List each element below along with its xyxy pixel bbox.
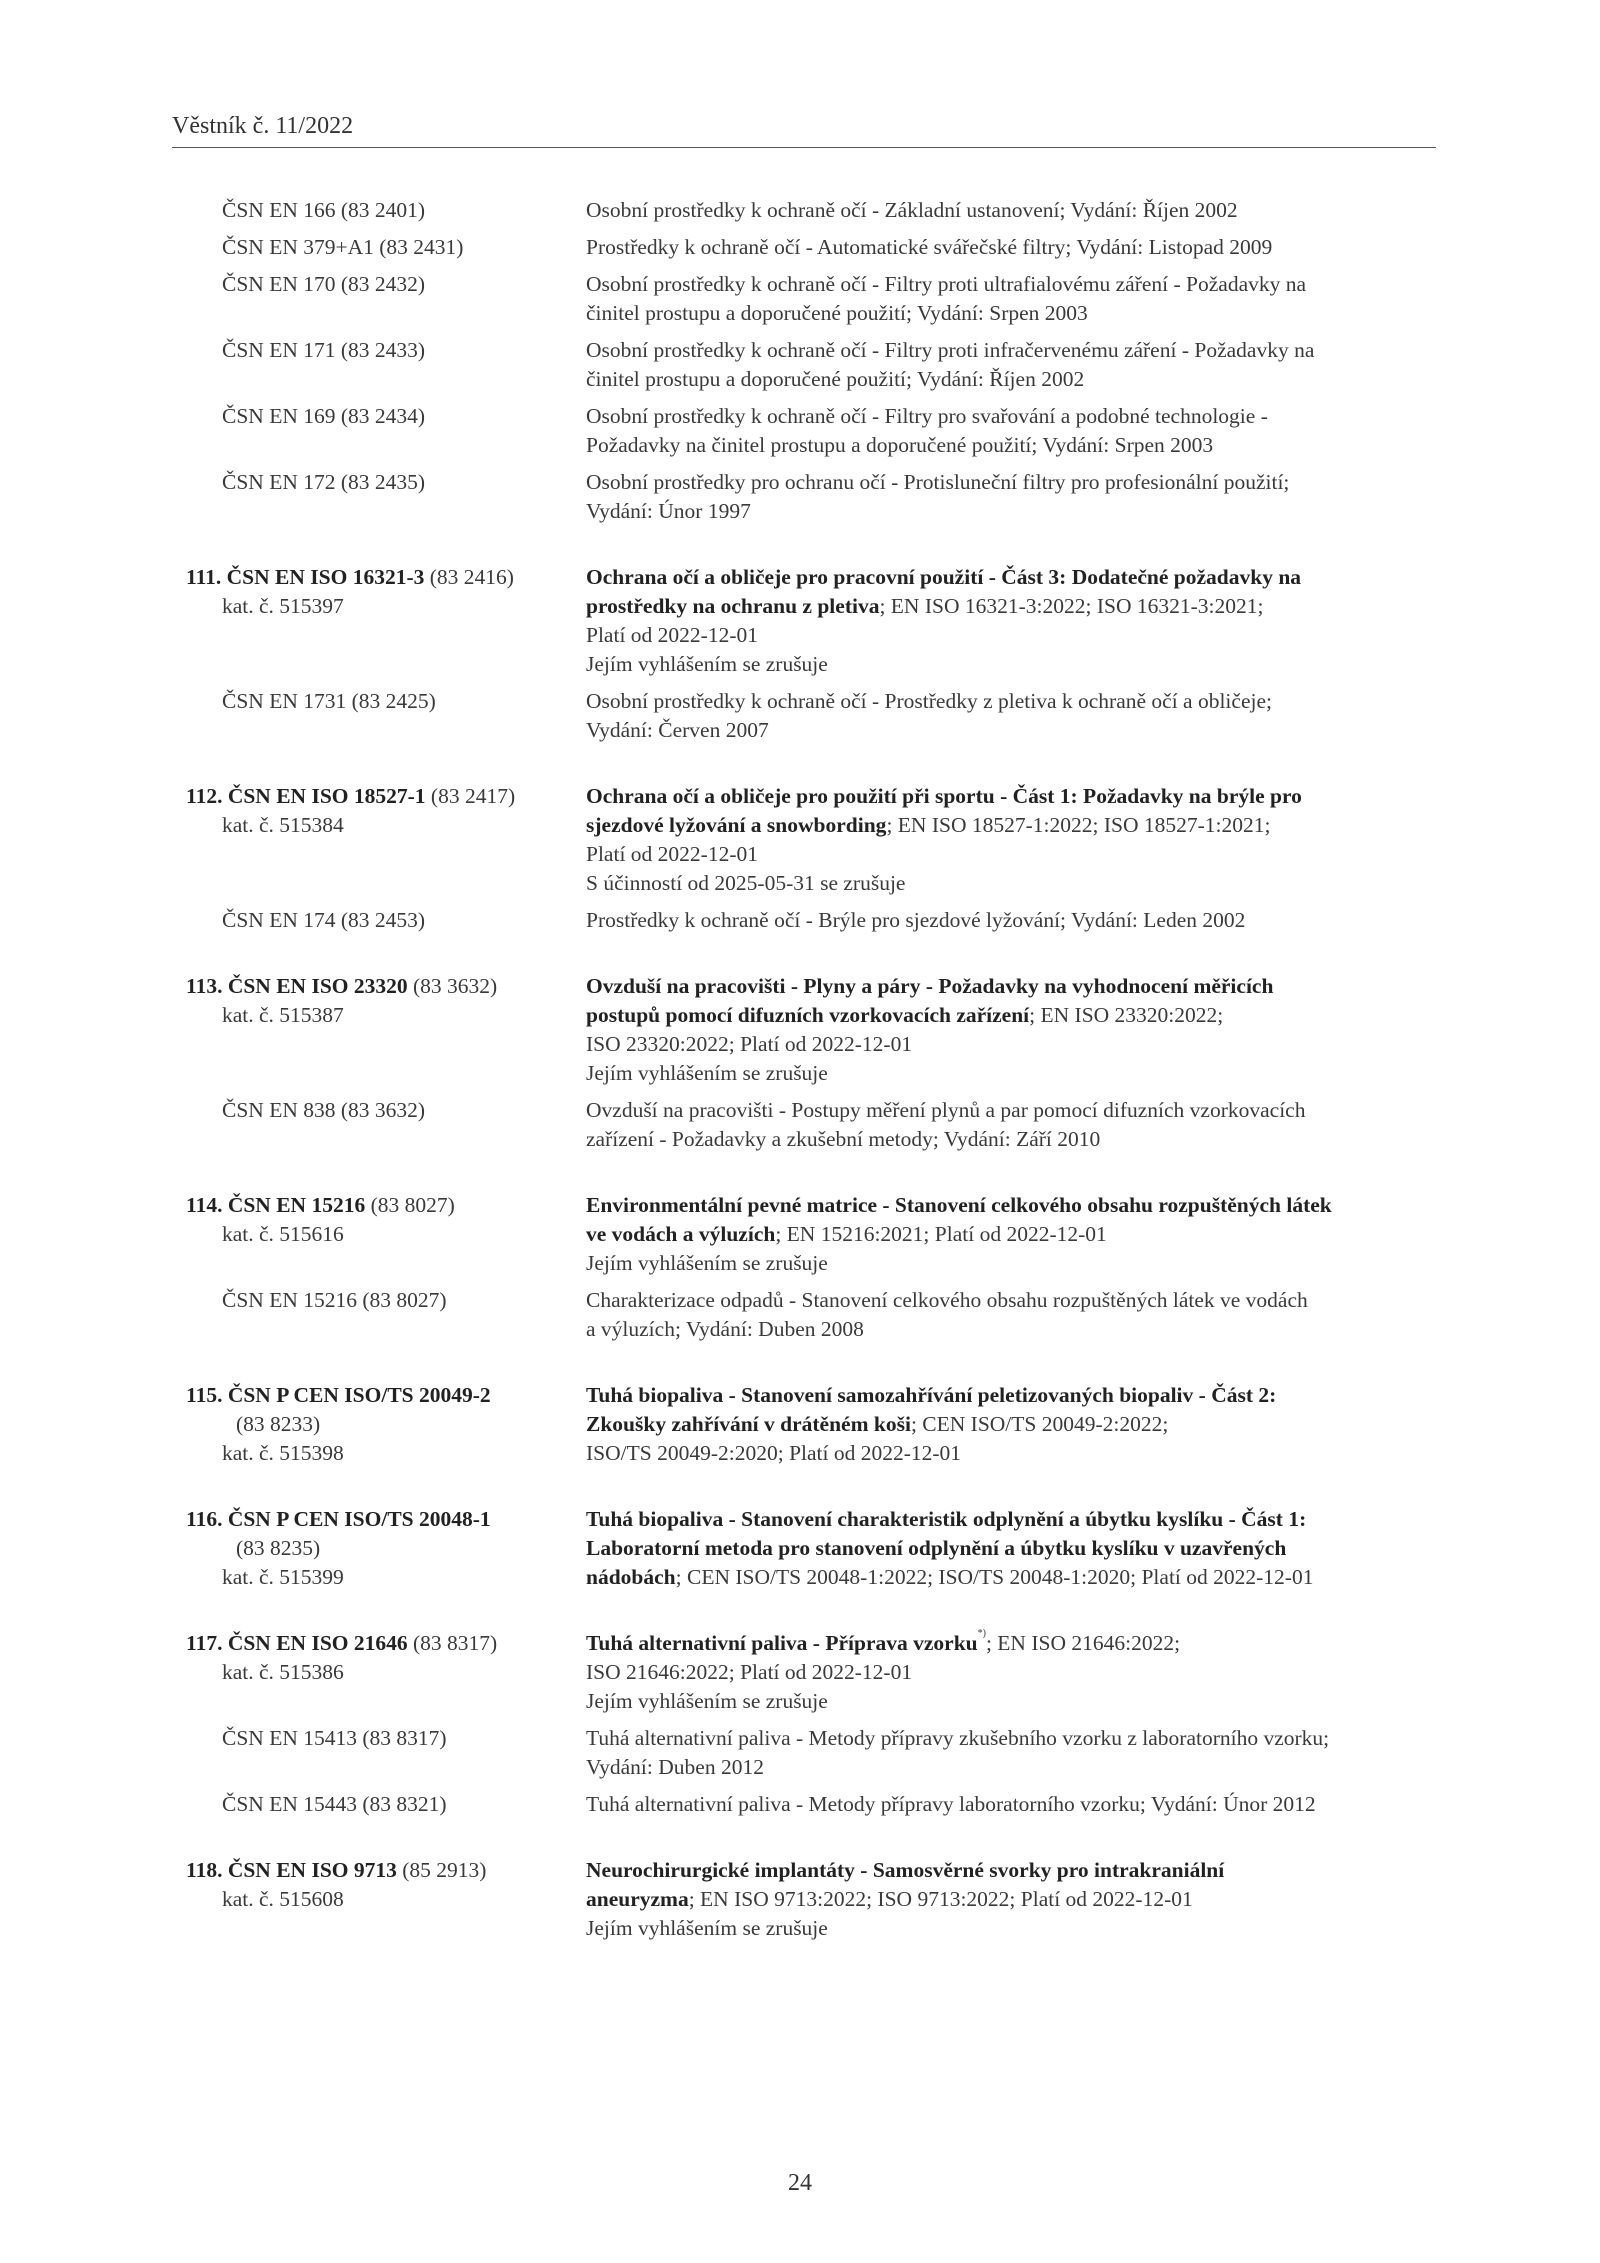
- standard-details: [586, 1629, 1436, 1716]
- standard-note: Platí od 2022-12-01: [586, 842, 758, 866]
- description-line: Osobní prostředky k ochraně očí - Prostředky z pletiva k ochraně očí a obličeje;: [586, 689, 1272, 713]
- replaced-standard-code: ČSN EN 1731 (83 2425): [222, 689, 436, 713]
- standard-title: prostředky na ochranu z pletiva: [586, 594, 880, 618]
- replaced-standard-description: [586, 196, 1436, 225]
- description-line: Osobní prostředky pro ochranu očí - Protisluneční filtry pro profesionální použití;: [586, 470, 1290, 494]
- standard-note: Platí od 2022-12-01: [586, 623, 758, 647]
- bulletin-title: Věstník č. 11/2022: [172, 113, 354, 139]
- standard-entry: [186, 563, 1436, 679]
- standard-title: Tuhá alternativní paliva - Příprava vzorku: [586, 1631, 978, 1655]
- standard-references: ; EN ISO 23320:2022;: [1029, 1003, 1224, 1027]
- catalog-number: kat. č. 515397: [222, 594, 344, 618]
- page-number: 24: [788, 2170, 812, 2196]
- standard-title: aneuryzma: [586, 1887, 689, 1911]
- standard-code: ČSN EN ISO 16321-3: [226, 565, 425, 589]
- entry-spacer: [186, 1476, 1436, 1505]
- replaced-standard-code: ČSN EN 170 (83 2432): [222, 272, 426, 296]
- standard-code: ČSN EN 15216: [227, 1193, 366, 1217]
- replaced-standard-code: ČSN EN 174 (83 2453): [222, 908, 426, 932]
- standard-code-line: [186, 1381, 586, 1410]
- standard-references: ; EN ISO 16321-3:2022; ISO 16321-3:2021;: [879, 594, 1264, 618]
- classification-code: (83 8027): [365, 1193, 455, 1217]
- replaced-standard-description: [586, 270, 1436, 328]
- replaced-standard-row: [186, 906, 1436, 935]
- title-line: [586, 782, 1436, 811]
- standard-code: ČSN EN ISO 21646: [227, 1631, 408, 1655]
- standard-details: [586, 1856, 1436, 1943]
- replaced-standard-row: [186, 1724, 1436, 1782]
- standard-code: ČSN EN ISO 23320: [227, 974, 408, 998]
- title-line: [586, 1856, 1436, 1885]
- title-line: [586, 592, 1436, 621]
- standard-details: [586, 1381, 1436, 1468]
- title-line: [586, 1410, 1436, 1439]
- description-line: činitel prostupu a doporučené použití; Vydání: Říjen 2002: [586, 367, 1085, 391]
- standard-entry: [186, 1856, 1436, 1943]
- standard-code-line: [186, 1856, 586, 1885]
- description-line: Prostředky k ochraně očí - Brýle pro sjezdové lyžování; Vydání: Leden 2002: [586, 908, 1246, 932]
- entry-spacer: [186, 1162, 1436, 1191]
- replaced-standard-description: [586, 687, 1436, 745]
- page-header: [172, 113, 1436, 148]
- entry-spacer: [186, 1352, 1436, 1381]
- standard-note: ISO 23320:2022; Platí od 2022-12-01: [586, 1032, 913, 1056]
- title-line: [586, 1885, 1436, 1914]
- standard-entry: [186, 1629, 1436, 1716]
- classification-code: (83 8235): [236, 1536, 321, 1560]
- description-line: Osobní prostředky k ochraně očí - Filtry proti ultrafialovému záření - Požadavky na: [586, 272, 1307, 296]
- standard-details: [586, 1191, 1436, 1278]
- standard-note: Jejím vyhlášením se zrušuje: [586, 1689, 828, 1713]
- title-line: [586, 1629, 1436, 1658]
- catalog-number: kat. č. 515386: [222, 1660, 344, 1684]
- replaced-standard-code: ČSN EN 166 (83 2401): [222, 198, 426, 222]
- replaced-standard-code: ČSN EN 379+A1 (83 2431): [222, 235, 464, 259]
- entry-number: 111.: [186, 565, 222, 589]
- standard-title: nádobách: [586, 1565, 676, 1589]
- entry-spacer: [186, 753, 1436, 782]
- standard-note: S účinností od 2025-05-31 se zrušuje: [586, 871, 906, 895]
- replaced-standard-row: [186, 270, 1436, 328]
- entry-number: 112.: [186, 784, 223, 808]
- standard-title: Ochrana očí a obličeje pro pracovní použití - Část 3: Dodatečné požadavky na: [586, 565, 1302, 589]
- replaced-standard-code: ČSN EN 172 (83 2435): [222, 470, 426, 494]
- title-line: [586, 1191, 1436, 1220]
- entry-number: 117.: [186, 1631, 223, 1655]
- standard-code: ČSN EN ISO 18527-1: [227, 784, 426, 808]
- title-line: [586, 1381, 1436, 1410]
- classification-code: (83 8317): [407, 1631, 498, 1655]
- replaced-standard-code: ČSN EN 15413 (83 8317): [222, 1726, 447, 1750]
- standard-code-line: [186, 782, 586, 811]
- standard-identifier: [186, 1856, 586, 1943]
- replaced-standard-description: [586, 402, 1436, 460]
- standard-references: ; CEN ISO/TS 20049-2:2022;: [910, 1412, 1169, 1436]
- description-line: Prostředky k ochraně očí - Automatické svářečské filtry; Vydání: Listopad 2009: [586, 235, 1273, 259]
- standard-identifier: [186, 1629, 586, 1716]
- replaced-standard-row: [186, 402, 1436, 460]
- entry-spacer: [186, 534, 1436, 563]
- standard-title: Environmentální pevné matrice - Stanovení celkového obsahu rozpuštěných látek: [586, 1193, 1332, 1217]
- replaced-standard-description: [586, 1096, 1436, 1154]
- standard-entry: [186, 782, 1436, 898]
- classification-code: (83 3632): [407, 974, 498, 998]
- standard-identifier: [186, 563, 586, 679]
- catalog-number: kat. č. 515399: [222, 1565, 344, 1589]
- replaced-standard-description: [586, 233, 1436, 262]
- standard-note: Jejím vyhlášením se zrušuje: [586, 1061, 828, 1085]
- replaced-standard-code: ČSN EN 838 (83 3632): [222, 1098, 426, 1122]
- replaced-standard-row: [186, 468, 1436, 526]
- classification-code: (83 8233): [236, 1412, 321, 1436]
- replaced-standard-code: ČSN EN 15443 (83 8321): [222, 1792, 447, 1816]
- entry-number: 114.: [186, 1193, 223, 1217]
- replaced-standard-row: [186, 336, 1436, 394]
- standard-note: Jejím vyhlášením se zrušuje: [586, 1916, 828, 1940]
- description-line: Osobní prostředky k ochraně očí - Filtry pro svařování a podobné technologie -: [586, 404, 1268, 428]
- standard-identifier: [186, 972, 586, 1088]
- footnote-mark: *): [977, 1628, 986, 1639]
- description-line: a výluzích; Vydání: Duben 2008: [586, 1317, 864, 1341]
- standard-note: Jejím vyhlášením se zrušuje: [586, 1251, 828, 1275]
- standard-title: ve vodách a výluzích: [586, 1222, 776, 1246]
- standard-identifier: [186, 782, 586, 898]
- catalog-number: kat. č. 515384: [222, 813, 344, 837]
- standard-details: [586, 563, 1436, 679]
- replaced-standard-row: [186, 233, 1436, 262]
- standard-details: [586, 972, 1436, 1088]
- standard-identifier: [186, 1505, 586, 1592]
- standard-references: ; CEN ISO/TS 20048-1:2022; ISO/TS 20048-1:2020; Platí od 2022-12-01: [675, 1565, 1314, 1589]
- replaced-standard-code: ČSN EN 171 (83 2433): [222, 338, 426, 362]
- standard-details: [586, 1505, 1436, 1592]
- replaced-standard-code: ČSN EN 15216 (83 8027): [222, 1288, 447, 1312]
- title-line: [586, 811, 1436, 840]
- entry-spacer: [186, 943, 1436, 972]
- title-line: [586, 1220, 1436, 1249]
- description-line: Ovzduší na pracovišti - Postupy měření plynů a par pomocí difuzních vzorkovacích: [586, 1098, 1306, 1122]
- standard-code-line: [186, 1505, 586, 1534]
- replaced-standard-row: [186, 1286, 1436, 1344]
- replaced-standard-description: [586, 906, 1436, 935]
- description-line: Požadavky na činitel prostupu a doporučené použití; Vydání: Srpen 2003: [586, 433, 1214, 457]
- catalog-number: kat. č. 515616: [222, 1222, 344, 1246]
- entry-number: 115.: [186, 1383, 223, 1407]
- description-line: Charakterizace odpadů - Stanovení celkového obsahu rozpuštěných látek ve vodách: [586, 1288, 1308, 1312]
- catalog-number: kat. č. 515387: [222, 1003, 344, 1027]
- standard-references: ; EN 15216:2021; Platí od 2022-12-01: [775, 1222, 1107, 1246]
- standard-entry: [186, 1191, 1436, 1278]
- description-line: zařízení - Požadavky a zkušební metody; Vydání: Září 2010: [586, 1127, 1101, 1151]
- catalog-number: kat. č. 515398: [222, 1441, 344, 1465]
- replaced-standard-row: [186, 687, 1436, 745]
- description-line: činitel prostupu a doporučené použití; Vydání: Srpen 2003: [586, 301, 1088, 325]
- standard-references: ; EN ISO 21646:2022;: [985, 1631, 1181, 1655]
- title-line: [586, 563, 1436, 592]
- standard-code: ČSN P CEN ISO/TS 20049-2: [227, 1383, 491, 1407]
- standard-title: Neurochirurgické implantáty - Samosvěrné svorky pro intrakraniální: [586, 1858, 1225, 1882]
- standard-note: ISO 21646:2022; Platí od 2022-12-01: [586, 1660, 913, 1684]
- replaced-standard-description: [586, 468, 1436, 526]
- standard-title: Zkoušky zahřívání v drátěném koši: [586, 1412, 911, 1436]
- catalog-number: kat. č. 515608: [222, 1887, 344, 1911]
- entry-spacer: [186, 1827, 1436, 1856]
- standards-list: [186, 196, 1436, 1951]
- description-line: Vydání: Únor 1997: [586, 499, 751, 523]
- standard-title: Laboratorní metoda pro stanovení odplynění a úbytku kyslíku v uzavřených: [586, 1536, 1287, 1560]
- standard-code-line: [186, 972, 586, 1001]
- description-line: Osobní prostředky k ochraně očí - Filtry proti infračervenému záření - Požadavky na: [586, 338, 1315, 362]
- standard-code-line: [186, 563, 586, 592]
- replaced-standard-row: [186, 196, 1436, 225]
- standard-title: Tuhá biopaliva - Stanovení samozahřívání peletizovaných biopaliv - Část 2:: [586, 1383, 1277, 1407]
- replaced-standard-description: [586, 1724, 1436, 1782]
- standard-references: ; EN ISO 18527-1:2022; ISO 18527-1:2021;: [886, 813, 1271, 837]
- standard-details: [586, 782, 1436, 898]
- entry-number: 113.: [186, 974, 223, 998]
- standard-entry: [186, 1505, 1436, 1592]
- standard-references: ; EN ISO 9713:2022; ISO 9713:2022; Platí od 2022-12-01: [688, 1887, 1193, 1911]
- standard-title: Ochrana očí a obličeje pro použití při sportu - Část 1: Požadavky na brýle pro: [586, 784, 1302, 808]
- standard-code-line: [186, 1191, 586, 1220]
- entry-number: 118.: [186, 1858, 223, 1882]
- replaced-standard-description: [586, 336, 1436, 394]
- standard-entry: [186, 972, 1436, 1088]
- standard-note: Jejím vyhlášením se zrušuje: [586, 652, 828, 676]
- replaced-standard-description: [586, 1790, 1436, 1819]
- description-line: Vydání: Duben 2012: [586, 1755, 764, 1779]
- standard-code: ČSN P CEN ISO/TS 20048-1: [227, 1507, 491, 1531]
- standard-title: postupů pomocí difuzních vzorkovacích zařízení: [586, 1003, 1030, 1027]
- entry-spacer: [186, 1600, 1436, 1629]
- description-line: Tuhá alternativní paliva - Metody přípravy zkušebního vzorku z laboratorního vzorku;: [586, 1726, 1330, 1750]
- title-line: [586, 1505, 1436, 1534]
- title-line: [586, 1534, 1436, 1563]
- standard-title: sjezdové lyžování a snowbording: [586, 813, 887, 837]
- replaced-standard-description: [586, 1286, 1436, 1344]
- title-line: [586, 972, 1436, 1001]
- description-line: Tuhá alternativní paliva - Metody přípravy laboratorního vzorku; Vydání: Únor 2012: [586, 1792, 1316, 1816]
- description-line: Osobní prostředky k ochraně očí - Základní ustanovení; Vydání: Říjen 2002: [586, 198, 1238, 222]
- title-line: [586, 1563, 1436, 1592]
- standard-title: Tuhá biopaliva - Stanovení charakteristik odplynění a úbytku kyslíku - Část 1:: [586, 1507, 1307, 1531]
- classification-code: (83 2416): [424, 565, 514, 589]
- classification-code: (85 2913): [396, 1858, 487, 1882]
- entry-number: 116.: [186, 1507, 223, 1531]
- standard-note: ISO/TS 20049-2:2020; Platí od 2022-12-01: [586, 1441, 962, 1465]
- standard-code: ČSN EN ISO 9713: [227, 1858, 397, 1882]
- classification-code: (83 2417): [425, 784, 516, 808]
- replaced-standard-row: [186, 1096, 1436, 1154]
- title-line: [586, 1001, 1436, 1030]
- standard-identifier: [186, 1191, 586, 1278]
- replaced-standard-code: ČSN EN 169 (83 2434): [222, 404, 426, 428]
- description-line: Vydání: Červen 2007: [586, 718, 769, 742]
- replaced-standard-row: [186, 1790, 1436, 1819]
- standard-title: Ovzduší na pracovišti - Plyny a páry - Požadavky na vyhodnocení měřicích: [586, 974, 1274, 998]
- standard-identifier: [186, 1381, 586, 1468]
- standard-entry: [186, 1381, 1436, 1468]
- standard-code-line: [186, 1629, 586, 1658]
